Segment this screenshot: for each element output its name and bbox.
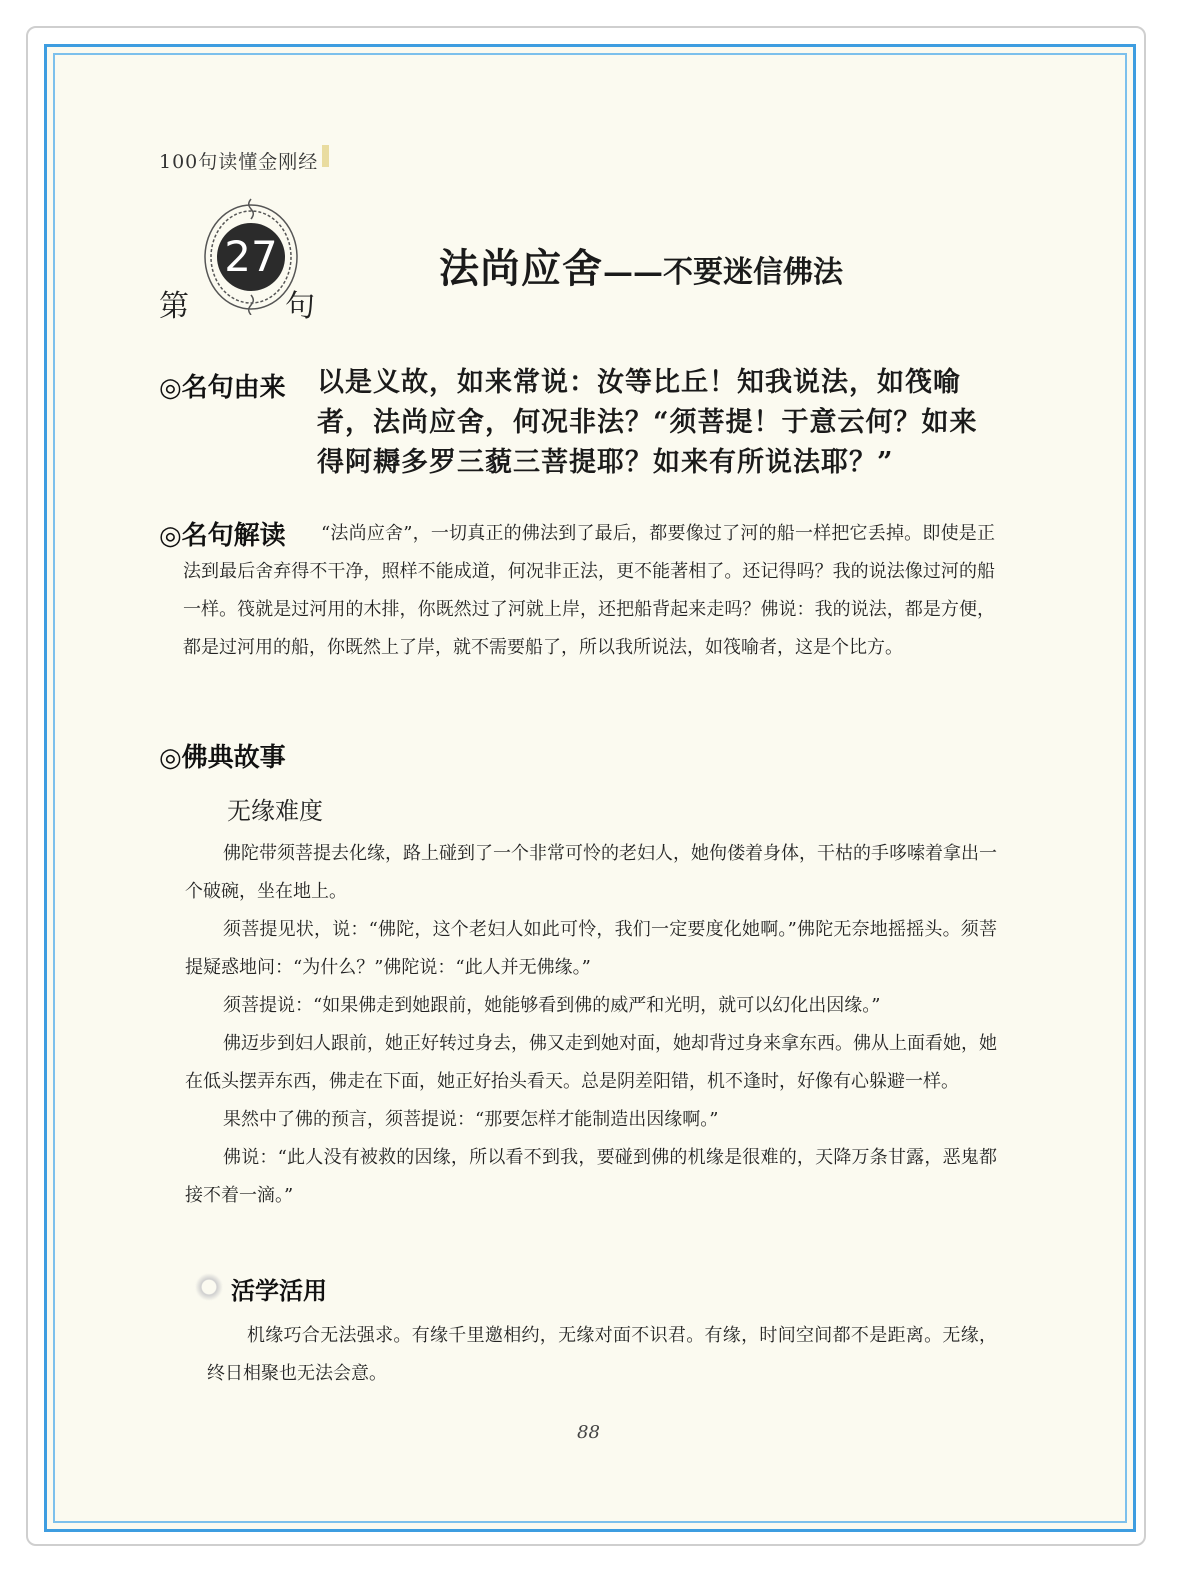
running-header-marker <box>322 145 329 167</box>
source-quote: 以是义故，如来常说：汝等比丘！知我说法，如筏喻者，法尚应舍，何况非法？“须菩提！于意云何？如来得阿耨多罗三藐三菩提耶？如来有所说法耶？” <box>317 367 978 478</box>
chapter-suffix: 句 <box>285 289 315 324</box>
story-paragraph: 佛陀带须菩提去化缘，路上碰到了一个非常可怜的老妇人，她佝偻着身体，干枯的手哆嗦着拿出一个破碗，坐在地上。 <box>185 843 997 902</box>
section-heading-source: ◎名句由来 <box>159 373 286 403</box>
application-text: 机缘巧合无法强求。有缘千里邀相约，无缘对面不识君。有缘，时间空间都不是距离。无缘，终日相聚也无法会意。 <box>207 1325 997 1384</box>
interpretation-text: “法尚应舍”，一切真正的佛法到了最后，都要像过了河的船一样把它丢掉。即使是正法到最后舍弃得不干净，照样不能成道，何况非正法，更不能著相了。还记得吗？我的说法像过河的船一样。筏就是过河用的木排，你既然过了河就上岸，还把船背起来走吗？佛说：我的说法，都是方便，都是过河用的船，你既然上了岸，就不需要船了，所以我所说法，如筏喻者，这是个比方。 <box>183 523 995 658</box>
section-heading-interpretation: ◎名句解读 <box>159 521 286 551</box>
story-paragraph: 须菩提见状，说：“佛陀，这个老妇人如此可怜，我们一定要度化她啊。”佛陀无奈地摇摇头。须菩提疑惑地问：“为什么？”佛陀说：“此人并无佛缘。” <box>185 919 997 978</box>
page-number: 88 <box>577 1422 600 1443</box>
title-main: 法尚应舍 <box>439 245 603 292</box>
running-header: 100句读懂金刚经 <box>159 151 319 173</box>
section-heading-story: ◎佛典故事 <box>159 743 286 773</box>
story-title: 无缘难度 <box>227 797 323 825</box>
story-paragraph: 佛迈步到妇人跟前，她正好转过身去，佛又走到她对面，她却背过身来拿东西。佛从上面看她，她在低头摆弄东西，佛走在下面，她正好抬头看天。总是阴差阳错，机不逢时，好像有心躲避一样。 <box>185 1033 997 1092</box>
title-sub: ——不要迷信佛法 <box>603 255 843 290</box>
book-page <box>44 44 1136 1532</box>
section-heading-application: 活学活用 <box>231 1276 327 1305</box>
story-paragraph: 佛说：“此人没有被救的因缘，所以看不到我，要碰到佛的机缘是很难的，天降万条甘露，恶鬼都接不着一滴。” <box>185 1147 997 1206</box>
story-paragraph: 果然中了佛的预言，须菩提说：“那要怎样才能制造出因缘啊。” <box>223 1109 719 1130</box>
page-title <box>439 237 843 294</box>
story-body <box>185 835 997 1215</box>
story-paragraph: 须菩提说：“如果佛走到她跟前，她能够看到佛的威严和光明，就可以幻化出因缘。” <box>223 995 881 1016</box>
chapter-number: 27 <box>224 232 278 281</box>
application-disc-icon <box>195 1273 223 1301</box>
chapter-prefix: 第 <box>159 289 189 324</box>
